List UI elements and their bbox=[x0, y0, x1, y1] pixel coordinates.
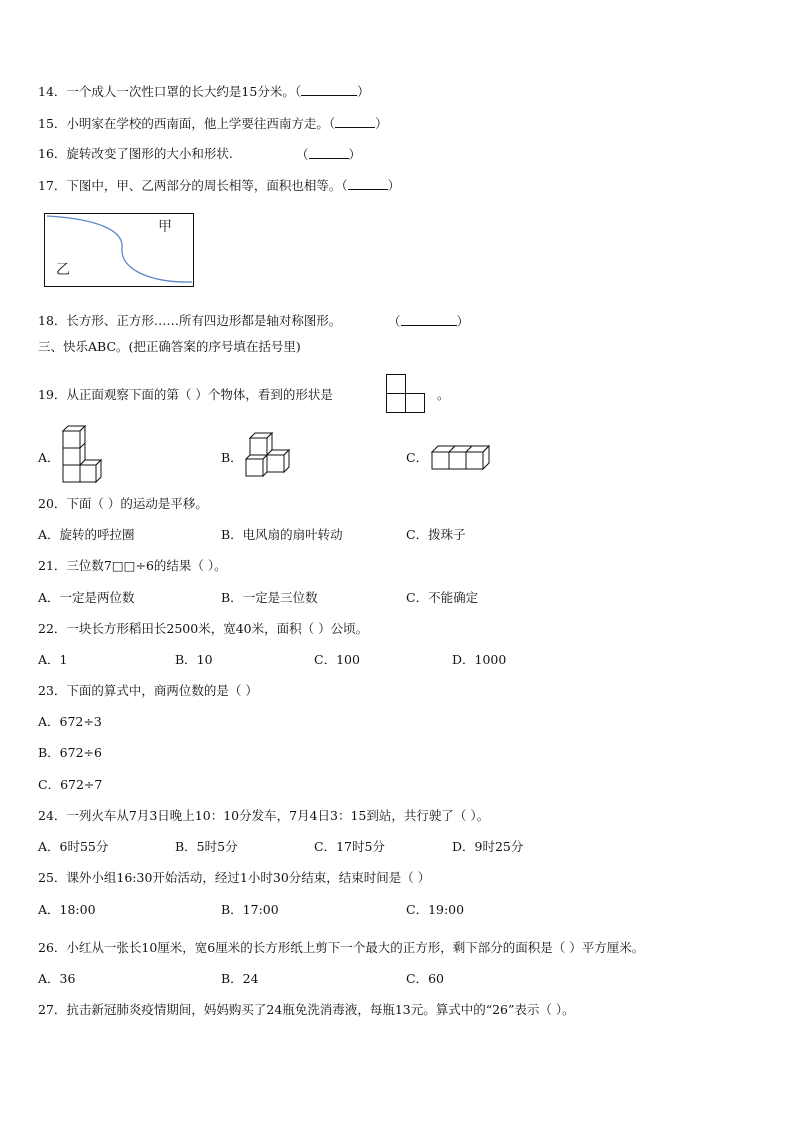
option-c[interactable]: C．17时5分 bbox=[314, 839, 385, 854]
option-c[interactable]: C．672÷7 bbox=[38, 777, 103, 792]
option-a[interactable]: A．36 bbox=[38, 971, 76, 986]
option-a[interactable]: A． bbox=[38, 450, 60, 465]
question-number: 20． bbox=[38, 496, 67, 511]
question-text: 一列火车从7月3日晚上10：10分发车，7月4日3：15到站，共行驶了（ ）。 bbox=[66, 808, 490, 823]
question-number: 23． bbox=[38, 683, 67, 698]
question-18 bbox=[38, 313, 341, 329]
question-17: 17．下图中，甲、乙两部分的周长相等，面积也相等。（ ） bbox=[38, 178, 401, 193]
question-21 bbox=[38, 558, 227, 574]
question-number: 25． bbox=[38, 870, 67, 885]
question-number: 26． bbox=[38, 940, 67, 955]
option-c[interactable]: C．100 bbox=[314, 652, 360, 667]
option-b[interactable]: B．5时5分 bbox=[175, 839, 238, 854]
option-b[interactable]: B．10 bbox=[175, 652, 213, 667]
question-text: 从正面观察下面的第（ ）个物体，看到的形状是 bbox=[66, 387, 333, 402]
option-d[interactable]: D．1000 bbox=[452, 652, 507, 667]
question-text: 小明家在学校的西南面，他上学要往西南方走。（ bbox=[66, 116, 336, 131]
option-b[interactable]: B．24 bbox=[221, 971, 259, 986]
option-b[interactable]: B．672÷6 bbox=[38, 745, 102, 760]
section-heading: 三、快乐ABC。(把正确答案的序号填在括号里) bbox=[38, 339, 301, 354]
question-text: 下图中，甲、乙两部分的周长相等，面积也相等。（ bbox=[66, 178, 348, 193]
answer-blank[interactable] bbox=[401, 313, 457, 326]
option-b[interactable]: B．一定是三位数 bbox=[221, 590, 318, 605]
question-number: 15． bbox=[38, 116, 67, 131]
question-15: 15．小明家在学校的西南面，他上学要往西南方走。（ ） bbox=[38, 116, 388, 131]
question-26 bbox=[38, 940, 644, 956]
option-b[interactable]: B．电风扇的扇叶转动 bbox=[221, 527, 343, 542]
question-22 bbox=[38, 621, 368, 637]
option-b[interactable]: B．17:00 bbox=[221, 902, 279, 917]
front-view-shape bbox=[386, 374, 428, 414]
option-c[interactable]: C．60 bbox=[406, 971, 444, 986]
question-text: 抗击新冠肺炎疫情期间，妈妈购买了24瓶免洗消毒液，每瓶13元。算式中的“26”表示（ ）。 bbox=[66, 1002, 575, 1017]
question-16 bbox=[38, 146, 233, 162]
option-a[interactable]: A．旋转的呼拉圈 bbox=[38, 527, 135, 542]
cube-stack-a[interactable] bbox=[61, 429, 103, 485]
question-24 bbox=[38, 808, 489, 824]
answer-bracket-18: （ ） bbox=[388, 314, 470, 329]
question-number: 16． bbox=[38, 146, 67, 161]
question-text: 三位数7□□÷6的结果（ ）。 bbox=[66, 558, 227, 573]
question-number: 27． bbox=[38, 1002, 67, 1017]
option-c[interactable]: C．拨珠子 bbox=[406, 527, 466, 542]
option-a[interactable]: A．672÷3 bbox=[38, 714, 102, 729]
question-number: 18． bbox=[38, 313, 67, 328]
question-text: 课外小组16:30开始活动，经过1小时30分结束，结束时间是（ ） bbox=[66, 870, 431, 885]
option-b[interactable]: B． bbox=[221, 450, 243, 465]
question-text: 下面的算式中，商两位数的是（ ） bbox=[66, 683, 258, 698]
question-number: 22． bbox=[38, 621, 67, 636]
question-number: 17． bbox=[38, 178, 67, 193]
answer-blank[interactable] bbox=[301, 83, 357, 96]
question-20 bbox=[38, 496, 208, 512]
question-number: 14． bbox=[38, 84, 67, 99]
answer-blank[interactable] bbox=[348, 177, 388, 190]
option-d[interactable]: D．9时25分 bbox=[452, 839, 524, 854]
question-27 bbox=[38, 1002, 575, 1018]
option-c[interactable]: C． bbox=[406, 450, 429, 465]
question-text: 一块长方形稻田长2500米，宽40米，面积（ ）公顷。 bbox=[66, 621, 369, 636]
question-text: 长方形、正方形……所有四边形都是轴对称图形。 bbox=[66, 313, 342, 328]
option-c[interactable]: C．19:00 bbox=[406, 902, 465, 917]
question-14: 14．一个成人一次性口罩的长大约是15分米。（ ） bbox=[38, 84, 370, 99]
answer-bracket-16: （ ） bbox=[296, 147, 362, 162]
question-text: 下面（ ）的运动是平移。 bbox=[66, 496, 208, 511]
region-label-jia: 甲 bbox=[158, 219, 172, 235]
question-text: 小红从一张长10厘米，宽6厘米的长方形纸上剪下一个最大的正方形，剩下部分的面积是（ ）平方厘米。 bbox=[66, 940, 645, 955]
option-a[interactable]: A．一定是两位数 bbox=[38, 590, 135, 605]
question-text: 一个成人一次性口罩的长大约是15分米。（ bbox=[66, 84, 302, 99]
perimeter-area-figure bbox=[44, 213, 196, 289]
question-19 bbox=[38, 387, 333, 403]
cube-stack-c[interactable] bbox=[430, 441, 492, 473]
question-text: 旋转改变了图形的大小和形状. bbox=[66, 146, 233, 161]
option-a[interactable]: A．1 bbox=[38, 652, 68, 667]
question-number: 21． bbox=[38, 558, 67, 573]
question-number: 24． bbox=[38, 808, 67, 823]
question-number: 19． bbox=[38, 387, 67, 402]
option-a[interactable]: A．6时55分 bbox=[38, 839, 109, 854]
option-c[interactable]: C．不能确定 bbox=[406, 590, 479, 605]
region-label-yi: 乙 bbox=[56, 262, 70, 278]
answer-blank[interactable] bbox=[335, 115, 375, 128]
question-25 bbox=[38, 870, 430, 886]
question-23 bbox=[38, 683, 258, 699]
option-a[interactable]: A．18:00 bbox=[38, 902, 96, 917]
answer-blank[interactable] bbox=[309, 146, 349, 159]
cube-stack-b[interactable] bbox=[244, 436, 292, 478]
